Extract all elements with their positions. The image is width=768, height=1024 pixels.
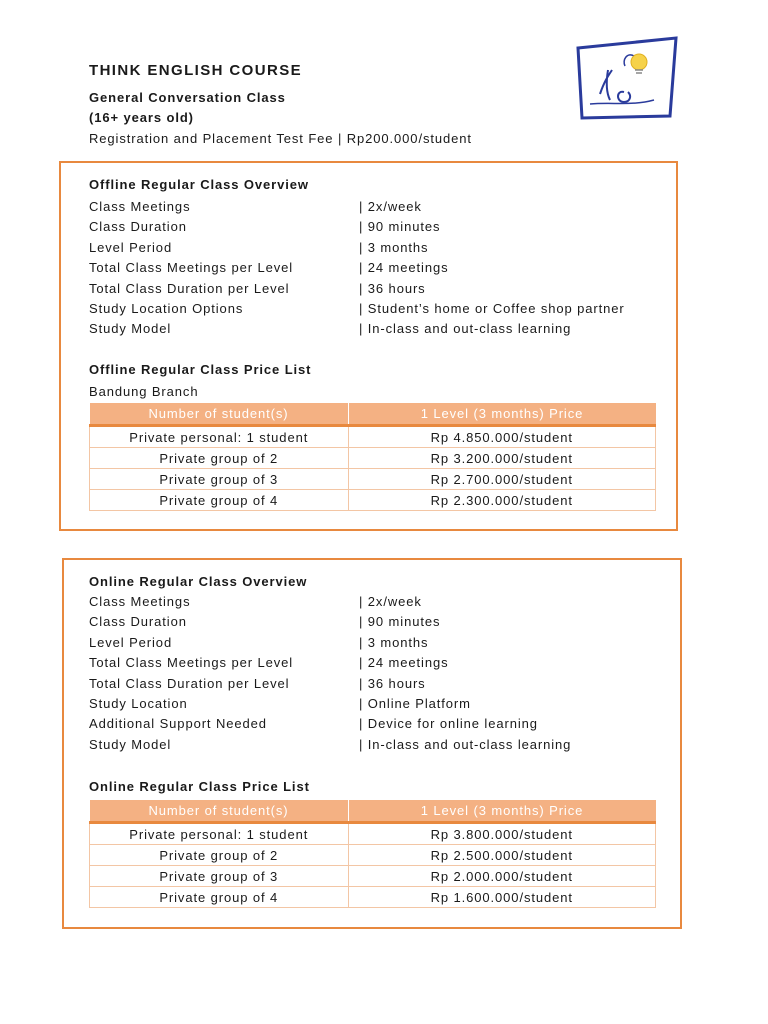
offline-overview-title: Offline Regular Class Overview xyxy=(89,177,309,192)
overview-row: Level Period | 3 months xyxy=(89,634,429,650)
table-row: Private group of 4 Rp 2.300.000/student xyxy=(90,490,656,511)
overview-row: Study Location | Online Platform xyxy=(89,695,471,711)
class-subtitle: General Conversation Class xyxy=(89,90,286,105)
online-overview-title: Online Regular Class Overview xyxy=(89,574,308,589)
course-title: THINK ENGLISH COURSE xyxy=(89,62,303,79)
branch-label: Bandung Branch xyxy=(89,384,199,399)
table-row: Private personal: 1 student Rp 4.850.000/student xyxy=(90,426,656,448)
online-overview-list xyxy=(89,594,669,757)
overview-row: Total Class Duration per Level | 36 hours xyxy=(89,675,426,691)
overview-row: Study Location Options | Student’s home or Coffee shop partner xyxy=(89,300,625,316)
table-row: Private group of 2 Rp 2.500.000/student xyxy=(90,845,656,866)
overview-row: Total Class Meetings per Level | 24 meetings xyxy=(89,655,449,671)
table-row: Private personal: 1 student Rp 3.800.000/student xyxy=(90,823,656,845)
course-logo-icon xyxy=(572,34,682,124)
table-header-row xyxy=(90,403,656,426)
column-header: Number of student(s) xyxy=(90,403,349,426)
offline-overview-list xyxy=(89,199,669,342)
online-price-table xyxy=(89,800,656,908)
overview-row: Level Period | 3 months xyxy=(89,239,429,255)
overview-row: Class Duration | 90 minutes xyxy=(89,614,441,630)
table-row: Private group of 2 Rp 3.200.000/student xyxy=(90,448,656,469)
overview-row: Additional Support Needed | Device for online learning xyxy=(89,716,538,732)
table-header-row xyxy=(90,800,656,823)
overview-row: Class Meetings | 2x/week xyxy=(89,594,422,609)
table-row: Private group of 4 Rp 1.600.000/student xyxy=(90,887,656,908)
offline-class-panel xyxy=(59,161,678,531)
registration-fee: Registration and Placement Test Fee | Rp200.000/student xyxy=(89,131,472,146)
overview-row: Study Model | In-class and out-class learning xyxy=(89,321,572,337)
table-row: Private group of 3 Rp 2.000.000/student xyxy=(90,866,656,887)
offline-price-title: Offline Regular Class Price List xyxy=(89,362,312,377)
offline-price-table xyxy=(89,403,656,511)
column-header: Number of student(s) xyxy=(90,800,349,823)
column-header: 1 Level (3 months) Price xyxy=(348,403,656,426)
online-class-panel xyxy=(62,558,682,929)
overview-row: Study Model | In-class and out-class learning xyxy=(89,736,572,752)
overview-row: Class Duration | 90 minutes xyxy=(89,219,441,235)
age-requirement: (16+ years old) xyxy=(89,110,194,125)
overview-row: Total Class Meetings per Level | 24 meetings xyxy=(89,260,449,276)
overview-row: Class Meetings | 2x/week xyxy=(89,199,422,214)
overview-row: Total Class Duration per Level | 36 hours xyxy=(89,280,426,296)
online-price-title: Online Regular Class Price List xyxy=(89,779,310,794)
column-header: 1 Level (3 months) Price xyxy=(348,800,656,823)
table-row: Private group of 3 Rp 2.700.000/student xyxy=(90,469,656,490)
